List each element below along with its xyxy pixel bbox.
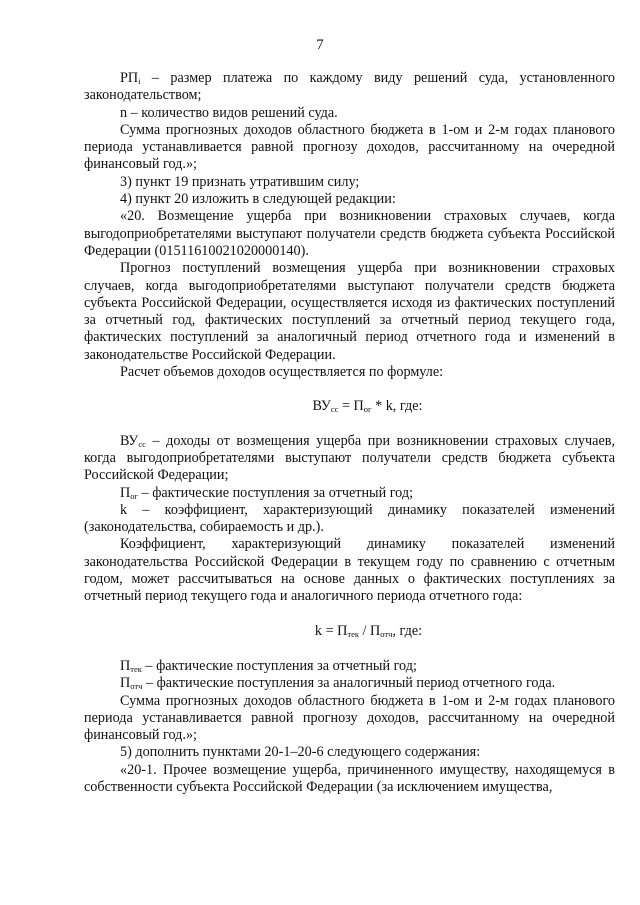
paragraph-clause-20: «20. Возмещение ущерба при возникновении страховых случаев, когда выгодоприобретателями выступают получатели средств бюджета субъекта Российской Федерации (01511610021020000140). xyxy=(84,208,615,259)
formula-tail: * k, где: xyxy=(371,398,423,415)
definition-text: – фактические поступления за отчетный год; xyxy=(138,484,414,501)
paragraph-item-4: 4) пункт 20 изложить в следующей редакции: xyxy=(120,191,396,208)
formula-vu xyxy=(84,398,615,415)
term: П xyxy=(120,657,131,674)
paragraph-item-3: 3) пункт 19 признать утратившим силу; xyxy=(120,173,360,190)
term: П xyxy=(120,484,131,501)
subscript: сс xyxy=(330,404,339,415)
paragraph-forecast-sum-2: Сумма прогнозных доходов областного бюджета в 1-ом и 2-м годах планового периода устанавливается равной прогнозу доходов, рассчитанному на очередной финансовый год.»; xyxy=(84,692,615,744)
term: РП xyxy=(120,70,139,86)
paragraph-rp-definition xyxy=(84,70,615,105)
definition-vu xyxy=(84,433,615,485)
formula-tail: , где: xyxy=(392,622,423,639)
formula-term: ВУ xyxy=(312,398,331,415)
definition-text: – фактические поступления за аналогичный период отчетного года. xyxy=(142,675,556,692)
subscript: i xyxy=(138,76,141,86)
paragraph-coefficient: Коэффициент, характеризующий динамику показателей изменений законодательства Российской Федерации в текущем году по сравнению с отчетным годом, может рассчитываться на основе данных о фактических поступлениях за отчетный период текущего года и аналогичного периода отчетного года: xyxy=(84,536,615,605)
paragraph-formula-intro: Расчет объемов доходов осуществляется по формуле: xyxy=(120,364,444,381)
document-body xyxy=(84,70,615,796)
paragraph-forecast-sum: Сумма прогнозных доходов областного бюджета в 1-ом и 2-м годах планового периода устанавливается равной прогнозу доходов, рассчитанному на очередной финансовый год.»; xyxy=(84,121,615,173)
subscript: ог xyxy=(363,404,372,415)
definition-potch xyxy=(84,675,615,692)
formula-operator: / П xyxy=(358,622,381,639)
subscript: отч xyxy=(130,681,143,692)
definition-pog xyxy=(84,485,615,502)
definition-text: – фактические поступления за отчетный год; xyxy=(141,657,417,674)
page-number: 7 xyxy=(316,37,324,53)
definition-text: – размер платежа по каждому виду решений суда, установленного законодательством; xyxy=(84,70,615,104)
formula-term: k = П xyxy=(314,622,348,639)
definition-k: k – коэффициент, характеризующий динамику показателей изменений (законодательства, собираемость и др.). xyxy=(84,501,615,536)
subscript: ог xyxy=(130,490,138,501)
formula-operator: = П xyxy=(338,398,364,415)
term: П xyxy=(120,675,131,692)
subscript: отч xyxy=(380,628,393,639)
paragraph-n-definition: n – количество видов решений суда. xyxy=(120,104,338,121)
definition-ptek xyxy=(84,658,615,675)
paragraph-forecast-basis: Прогноз поступлений возмещения ущерба при возникновении страховых случаев, когда выгодоприобретателями выступают получатели средств бюджета субъекта Российской Федерации, осуществляется исходя из фактических поступлений за отчетный год, фактических поступлений за отчетный период текущего года, фактических поступлений за аналогичный период отчетного года и изменений в законодательстве Российской Федерации. xyxy=(84,260,615,363)
formula-k xyxy=(84,623,615,640)
paragraph-item-5: 5) дополнить пунктами 20-1–20-6 следующего содержания: xyxy=(120,744,481,761)
subscript: тек xyxy=(130,663,142,674)
term: ВУ xyxy=(120,432,139,449)
subscript: тек xyxy=(347,628,359,639)
paragraph-clause-20-1: «20-1. Прочее возмещение ущерба, причиненного имуществу, находящемуся в собственности субъекта Российской Федерации (за исключением имущества, xyxy=(84,761,615,795)
definition-text: – доходы от возмещения ущерба при возникновении страховых случаев, когда выгодоприобретателями выступают получатели средств бюджета субъекта Российской Федерации; xyxy=(84,432,615,484)
subscript: сс xyxy=(138,438,146,449)
